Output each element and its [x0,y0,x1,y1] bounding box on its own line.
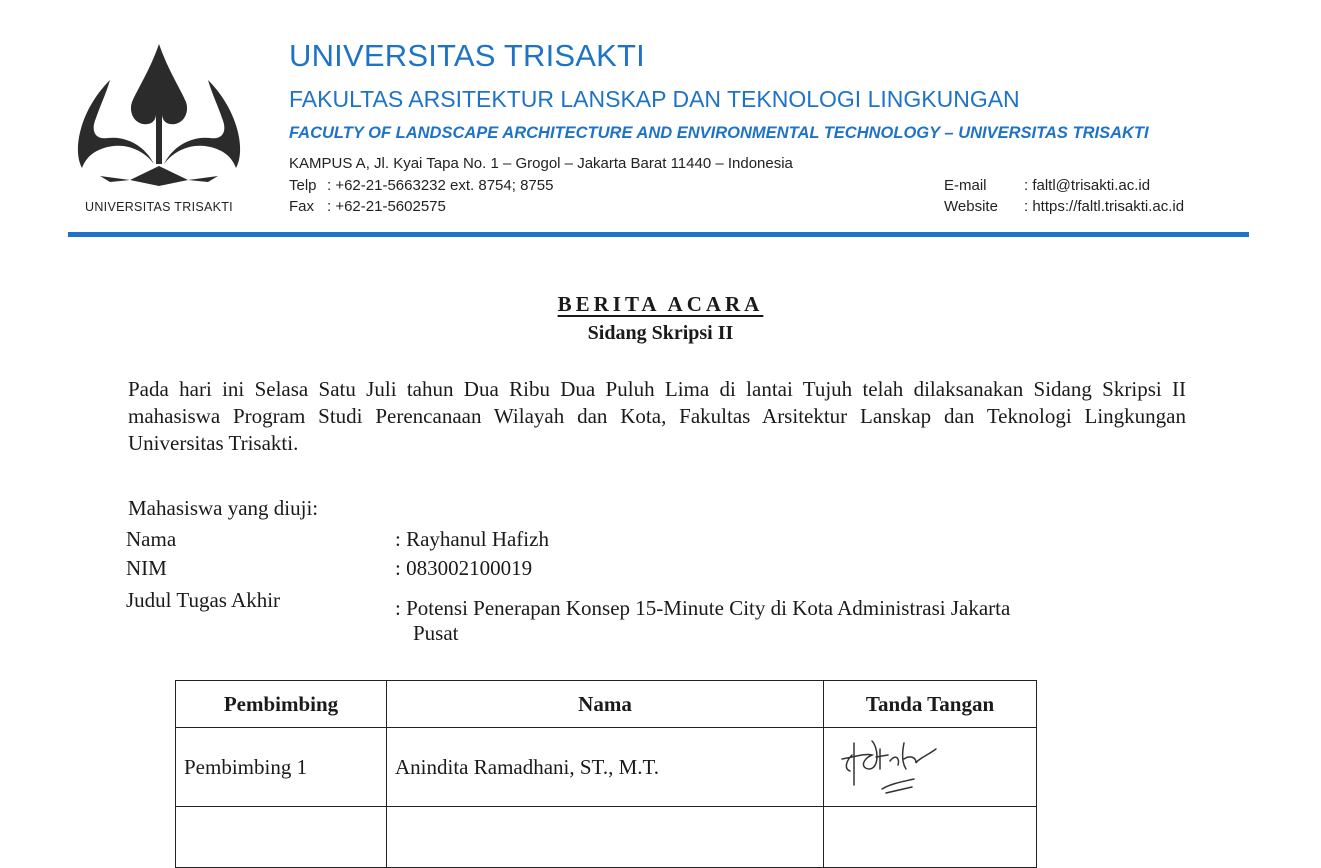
body-paragraph: Pada hari ini Selasa Satu Juli tahun Dua Ribu Dua Puluh Lima di lantai Tujuh telah dilaksanakan Sidang Skripsi II mahasiswa Program Studi Perencanaan Wilayah dan Kota, Fakultas Arsitektur Lanskap dan Teknologi Lingkungan Universitas Trisakti. [128,377,1186,455]
website-line [944,198,1184,215]
table-row [176,728,1037,807]
nim-value: : 083002100019 [395,556,533,580]
email-value: : faltl@trisakti.ac.id [1024,177,1151,194]
table-row [176,807,1037,868]
faculty-name-id: FAKULTAS ARSITEKTUR LANSKAP DAN TEKNOLOGI LINGKUNGAN [289,86,1020,112]
document-title: BERITA ACARA [557,292,764,316]
trisakti-emblem-icon [70,40,248,200]
thesis-value-line1: : Potensi Penerapan Konsep 15-Minute City di Kota Administrasi Jakarta [395,596,1011,620]
faculty-name-en: FACULTY OF LANDSCAPE ARCHITECTURE AND ENVIRONMENTAL TECHNOLOGY – UNIVERSITAS TRISAKTI [289,124,1149,142]
thesis-value-line2: Pusat [413,621,459,645]
empty-cell [176,807,387,868]
examinee-heading: Mahasiswa yang diuji: [128,496,319,520]
col-header-signature: Tanda Tangan [824,681,1037,728]
col-header-supervisor: Pembimbing [176,681,387,728]
col-header-name: Nama [387,681,824,728]
telp-label: Telp [289,177,317,194]
telp-line [289,177,553,194]
website-label: Website [944,198,998,215]
empty-cell [824,807,1037,868]
fax-value: : +62-21-5602575 [327,198,446,215]
campus-address: KAMPUS A, Jl. Kyai Tapa No. 1 – Grogol – Jakarta Barat 11440 – Indonesia [289,155,793,172]
telp-value: : +62-21-5663232 ext. 8754; 8755 [327,177,554,194]
logo-caption: UNIVERSITAS TRISAKTI [85,200,233,214]
university-logo [62,40,256,220]
fax-line [289,198,446,215]
empty-cell [387,807,824,868]
website-value: : https://faltl.trisakti.ac.id [1024,198,1185,215]
handwritten-signature-icon [832,735,962,799]
name-label: Nama [126,527,177,551]
thesis-label: Judul Tugas Akhir [126,588,281,612]
signature-cell [824,728,1037,807]
email-label: E-mail [944,177,987,194]
thesis-value [395,596,1195,646]
document-subtitle: Sidang Skripsi II [587,322,734,344]
university-name: UNIVERSITAS TRISAKTI [289,38,645,73]
nim-label: NIM [126,556,167,580]
header-divider [68,232,1249,237]
table-header-row [176,681,1037,728]
fax-label: Fax [289,198,315,215]
name-value: : Rayhanul Hafizh [395,527,549,551]
email-line [944,177,1150,194]
supervisor-role: Pembimbing 1 [176,728,387,807]
supervisor-table [175,680,1037,868]
supervisor-name: Anindita Ramadhani, ST., M.T. [387,728,824,807]
